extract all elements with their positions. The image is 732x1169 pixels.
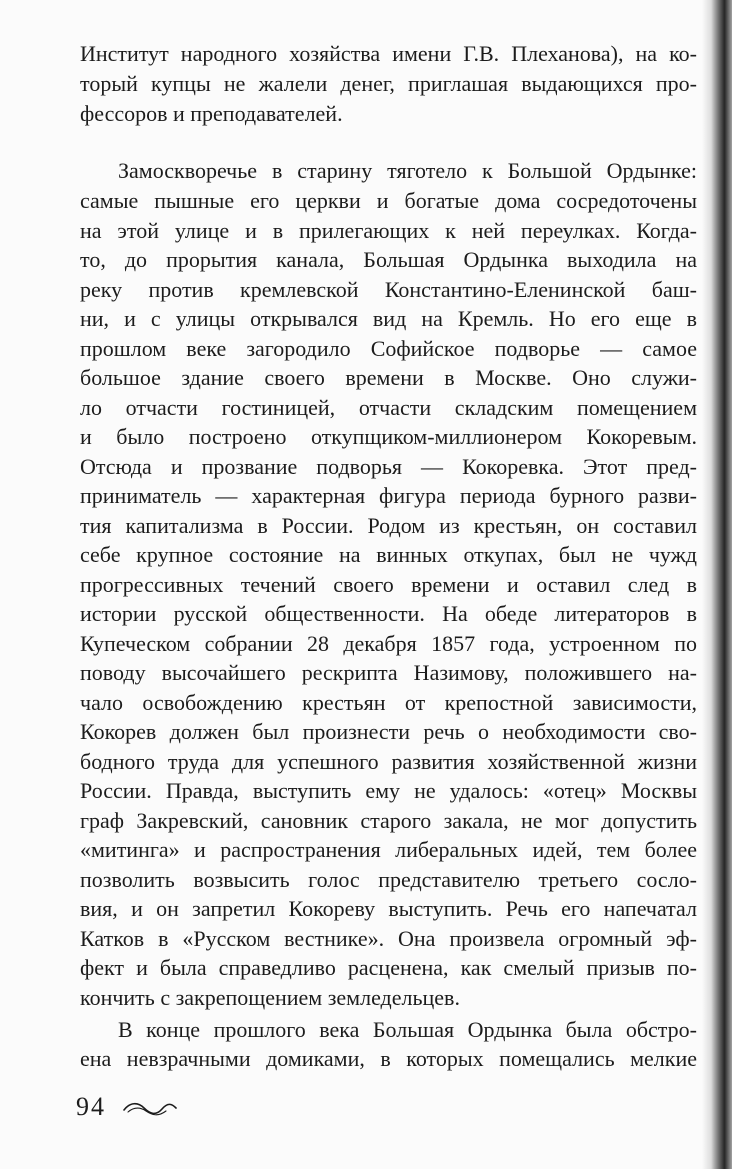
text-line: Катков в «Русском вестнике». Она произвела огромный эф- (80, 926, 697, 951)
text-line: фессоров и преподавателей. (80, 101, 343, 126)
text-line: самые пышные его церкви и богатые дома сосредоточены (80, 188, 697, 213)
text-line: вия, и он запретил Кокореву выступить. Речь его напечатал (80, 896, 697, 921)
text-line: чало освобождению крестьян от крепостной зависимости, (80, 690, 697, 715)
text-line: Купеческом собрании 28 декабря 1857 года, устроенном по (80, 631, 697, 656)
text-line: «митинга» и распространения либеральных идей, тем более (80, 837, 697, 862)
text-line: бодного труда для успешного развития хозяйственной жизни (80, 749, 697, 774)
paragraph-first-line: В конце прошлого века Большая Ордынка была обстро- (118, 1017, 697, 1042)
text-line: тия капитализма в России. Родом из крестьян, он составил (80, 513, 697, 538)
text-line: прогрессивных течений своего времени и оставил след в (80, 572, 697, 597)
text-line: реку против кремлевской Константино-Еленинской баш- (80, 277, 697, 302)
text-line: на этой улице и в прилегающих к ней переулках. Когда- (80, 218, 697, 243)
text-line: фект и была справедливо расценена, как смелый призыв по- (80, 955, 697, 980)
text-line: поводу высочайшего рескрипта Назимову, положившего на- (80, 660, 697, 685)
swash-ornament-icon (122, 1098, 178, 1118)
text-line: позволить возвысить голос представителю третьего сосло- (80, 867, 697, 892)
text-line: ни, и с улицы открывался вид на Кремль. Но его еще в (80, 306, 697, 331)
text-line: граф Закревский, сановник старого закала, не мог допустить (80, 808, 697, 833)
text-line: ена невзрачными домиками, в которых помещались мелкие (80, 1046, 697, 1071)
text-line: России. Правда, выступить ему не удалось: «отец» Москвы (80, 778, 697, 803)
text-line: Кокорев должен был произнести речь о необходимости сво- (80, 719, 697, 744)
text-line: истории русской общественности. На обеде литераторов в (80, 601, 697, 626)
text-line: Институт народного хозяйства имени Г.В. Плеханова), на ко- (80, 41, 697, 66)
text-line: большое здание своего времени в Москве. Оно служи- (80, 365, 697, 390)
text-line: прошлом веке загородило Софийское подворье — самое (80, 336, 697, 361)
page-number: 94 (76, 1092, 106, 1121)
paragraph-first-line: Замоскворечье в старину тяготело к Большой Ордынке: (118, 158, 697, 183)
text-line: кончить с закрепощением земледельцев. (80, 985, 460, 1010)
text-line: торый купцы не жалели денег, приглашая выдающихся про- (80, 71, 697, 96)
text-line: себе крупное состояние на винных откупах, был не чужд (80, 542, 697, 567)
text-line: то, до прорытия канала, Большая Ордынка выходила на (80, 247, 697, 272)
text-line: приниматель — характерная фигура периода бурного разви- (80, 483, 697, 508)
text-line: и было построено откупщиком-миллионером Кокоревым. (80, 424, 697, 449)
text-line: Отсюда и прозвание подворья — Кокоревка. Этот пред- (80, 454, 697, 479)
text-line: ло отчасти гостиницей, отчасти складским помещением (80, 395, 697, 420)
spine-shadow (702, 0, 732, 1169)
